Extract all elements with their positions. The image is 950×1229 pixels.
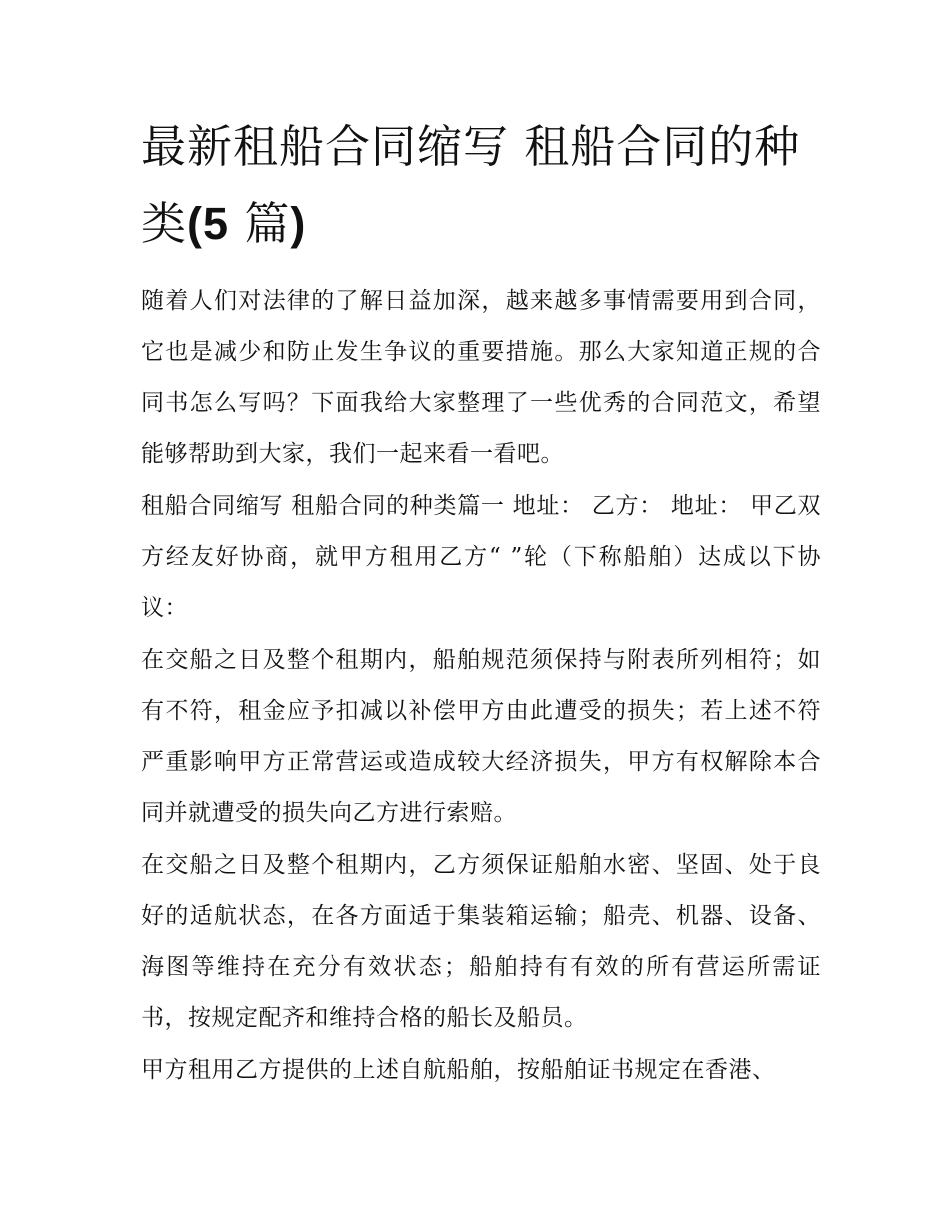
intro-paragraph: 随着人们对法律的了解日益加深，越来越多事情需要用到合同，它也是减少和防止发生争议的重要措施。那么大家知道正规的合同书怎么写吗？下面我给大家整理了一些优秀的合同范文，希望能够帮助到大家，我们一起来看一看吧。 — [141, 288, 821, 467]
document-title — [141, 108, 821, 262]
clause-charter-paragraph: 甲方租用乙方提供的上述自航船舶，按船舶证书规定在香港、 — [141, 1057, 776, 1083]
document-page — [141, 108, 821, 1097]
title-count-open: (5 — [187, 198, 230, 249]
clause-seaworthiness-paragraph: 在交船之日及整个租期内，乙方须保证船舶水密、坚固、处于良好的适航状态，在各方面适于集装箱运输；船壳、机器、设备、海图等维持在充分有效状态；船舶持有有效的所有营运所需证书，按规定配齐和维持合格的船长及船员。 — [141, 852, 821, 1031]
parties-paragraph: 租船合同缩写 租船合同的种类篇一 地址： 乙方： 地址： 甲乙双方经友好协商，就甲方租用乙方“ ”轮（下称船舶）达成以下协议： — [141, 493, 821, 621]
title-count-unit: 篇 — [229, 197, 291, 250]
title-main: 最新租船合同缩写 租船合同的种类 — [141, 120, 801, 250]
title-count-close: ) — [290, 198, 307, 249]
clause-specification-paragraph: 在交船之日及整个租期内，船舶规范须保持与附表所列相符；如有不符，租金应予扣减以补偿甲方由此遭受的损失；若上述不符严重影响甲方正常营运或造成较大经济损失，甲方有权解除本合同并就遭受的损失向乙方进行索赔。 — [141, 647, 821, 826]
